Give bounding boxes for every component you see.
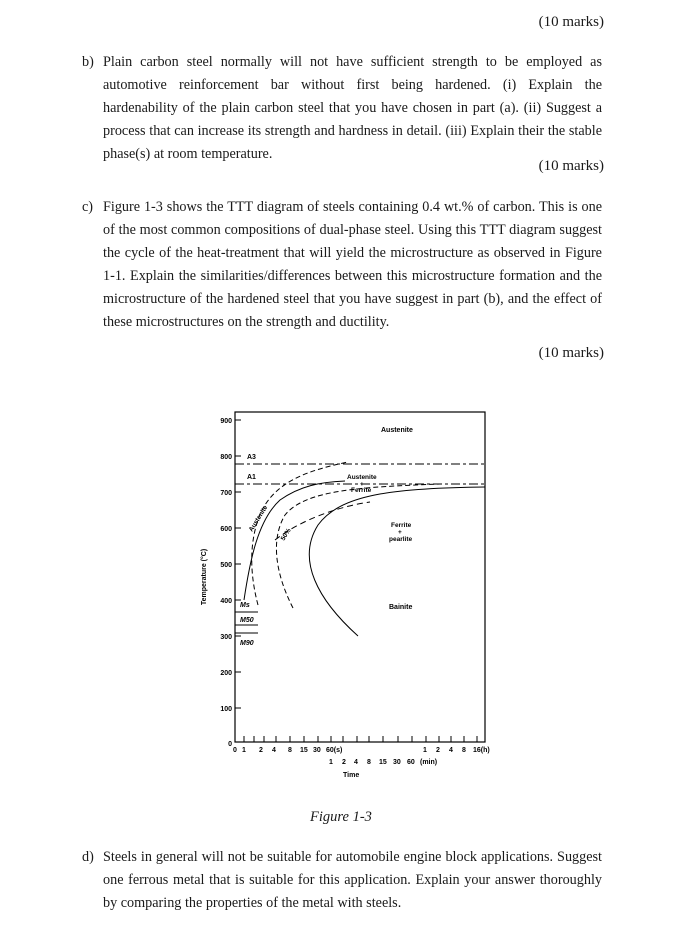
x-tick-label: 4	[272, 747, 276, 754]
x-tick-label: 1	[423, 747, 427, 754]
label-bainite: Bainite	[389, 604, 413, 611]
m90-label: M90	[240, 640, 254, 647]
x-tick-label: 2	[342, 759, 346, 766]
y-tick-label: 700	[220, 490, 232, 497]
question-b-label: b)	[82, 54, 94, 70]
m50-label: M50	[240, 617, 254, 624]
y-tick-label: 800	[220, 454, 232, 461]
question-d-label: d)	[82, 849, 94, 865]
x-tick-label: 1	[329, 759, 333, 766]
label-plus-1: +	[360, 481, 364, 488]
a1-label: A1	[247, 474, 256, 481]
y-tick-label: 0	[228, 741, 232, 748]
y-tick-label: 500	[220, 562, 232, 569]
question-d-text: Steels in general will not be suitable for automobile engine block applications. Suggest one ferrous metal that is suitable for this application. Explain your answer thoroughly by comparing the properties of the metal with steels.	[103, 849, 602, 911]
x-tick-label: 60	[407, 759, 415, 766]
label-fifty-percent: 50%	[279, 527, 293, 543]
finish-curve	[309, 487, 485, 636]
x-tick-label: 30	[313, 747, 321, 754]
x-tick-label: 30	[393, 759, 401, 766]
question-b-text: Plain carbon steel normally will not have sufficient strength to be employed as automotive reinforcement bar without first being hardened. (i) Explain the hardenability of the plain carbon steel that you have chosen in part (a). (ii) Suggest a process that can increase its strength and hardness in detail. (iii) Explain their the stable phase(s) at room temperature.	[103, 54, 602, 162]
x-tick-labels	[233, 747, 490, 766]
x-tick-label: 4	[449, 747, 453, 754]
ms-label: Ms	[240, 602, 250, 609]
x-tick-label: 16(h)	[473, 747, 490, 754]
x-tick-label: 4	[354, 759, 358, 766]
austenite-start-curve	[244, 481, 345, 600]
x-tick-label: 15	[379, 759, 387, 766]
marks-b: (10 marks)	[538, 158, 604, 174]
label-austenite-ferrite-2: Ferrite	[351, 487, 372, 494]
question-c-text: Figure 1-3 shows the TTT diagram of steels containing 0.4 wt.% of carbon. This is one of the most common compositions of dual-phase steel. Using this TTT diagram suggest the cycle of the heat-treatment that will yield the microstructure as observed in Figure 1-1. Explain the similarities/differences between this microstructure formation and the microstructure of the hardened steel that you have suggest in part (b), and the effect of these microstructures on the strength and ductility.	[103, 199, 602, 330]
label-austenite-curve: Austenite	[247, 504, 270, 534]
marks-c: (10 marks)	[538, 345, 604, 361]
y-tick-label: 600	[220, 526, 232, 533]
marks-top: (10 marks)	[538, 14, 604, 30]
question-c-label: c)	[82, 199, 94, 215]
figure-caption: Figure 1-3	[310, 809, 372, 825]
question-d	[82, 846, 602, 915]
x-tick-label: 8	[288, 747, 292, 754]
y-tick-label: 200	[220, 670, 232, 677]
y-tick-label: 900	[220, 418, 232, 425]
label-plus-2: +	[398, 529, 402, 536]
label-ferrite-pearlite-2: pearlite	[389, 536, 413, 543]
x-tick-label: 8	[462, 747, 466, 754]
x-tick-label: 1	[242, 747, 246, 754]
x-tick-label: 8	[367, 759, 371, 766]
label-ferrite-pearlite-1: Ferrite	[391, 522, 412, 529]
a3-label: A3	[247, 454, 256, 461]
y-tick-label: 400	[220, 598, 232, 605]
x-tick-label: 0	[233, 747, 237, 754]
x-tick-marks	[244, 736, 477, 742]
x-axis-title: Time	[343, 772, 360, 779]
y-axis-title: Temperature (°C)	[201, 548, 208, 606]
plot-frame	[235, 412, 485, 742]
label-austenite: Austenite	[381, 427, 413, 434]
y-tick-label: 300	[220, 634, 232, 641]
x-tick-label: 60(s)	[326, 747, 343, 754]
label-austenite-ferrite-1: Austenite	[347, 474, 377, 481]
y-ticks	[220, 418, 241, 748]
fifty-percent-curve	[276, 484, 440, 608]
x-tick-label: (min)	[420, 759, 438, 766]
x-tick-label: 2	[436, 747, 440, 754]
x-tick-label: 15	[300, 747, 308, 754]
y-tick-label: 100	[220, 706, 232, 713]
x-tick-label: 2	[259, 747, 263, 754]
ferrite-start-curve	[252, 462, 348, 605]
